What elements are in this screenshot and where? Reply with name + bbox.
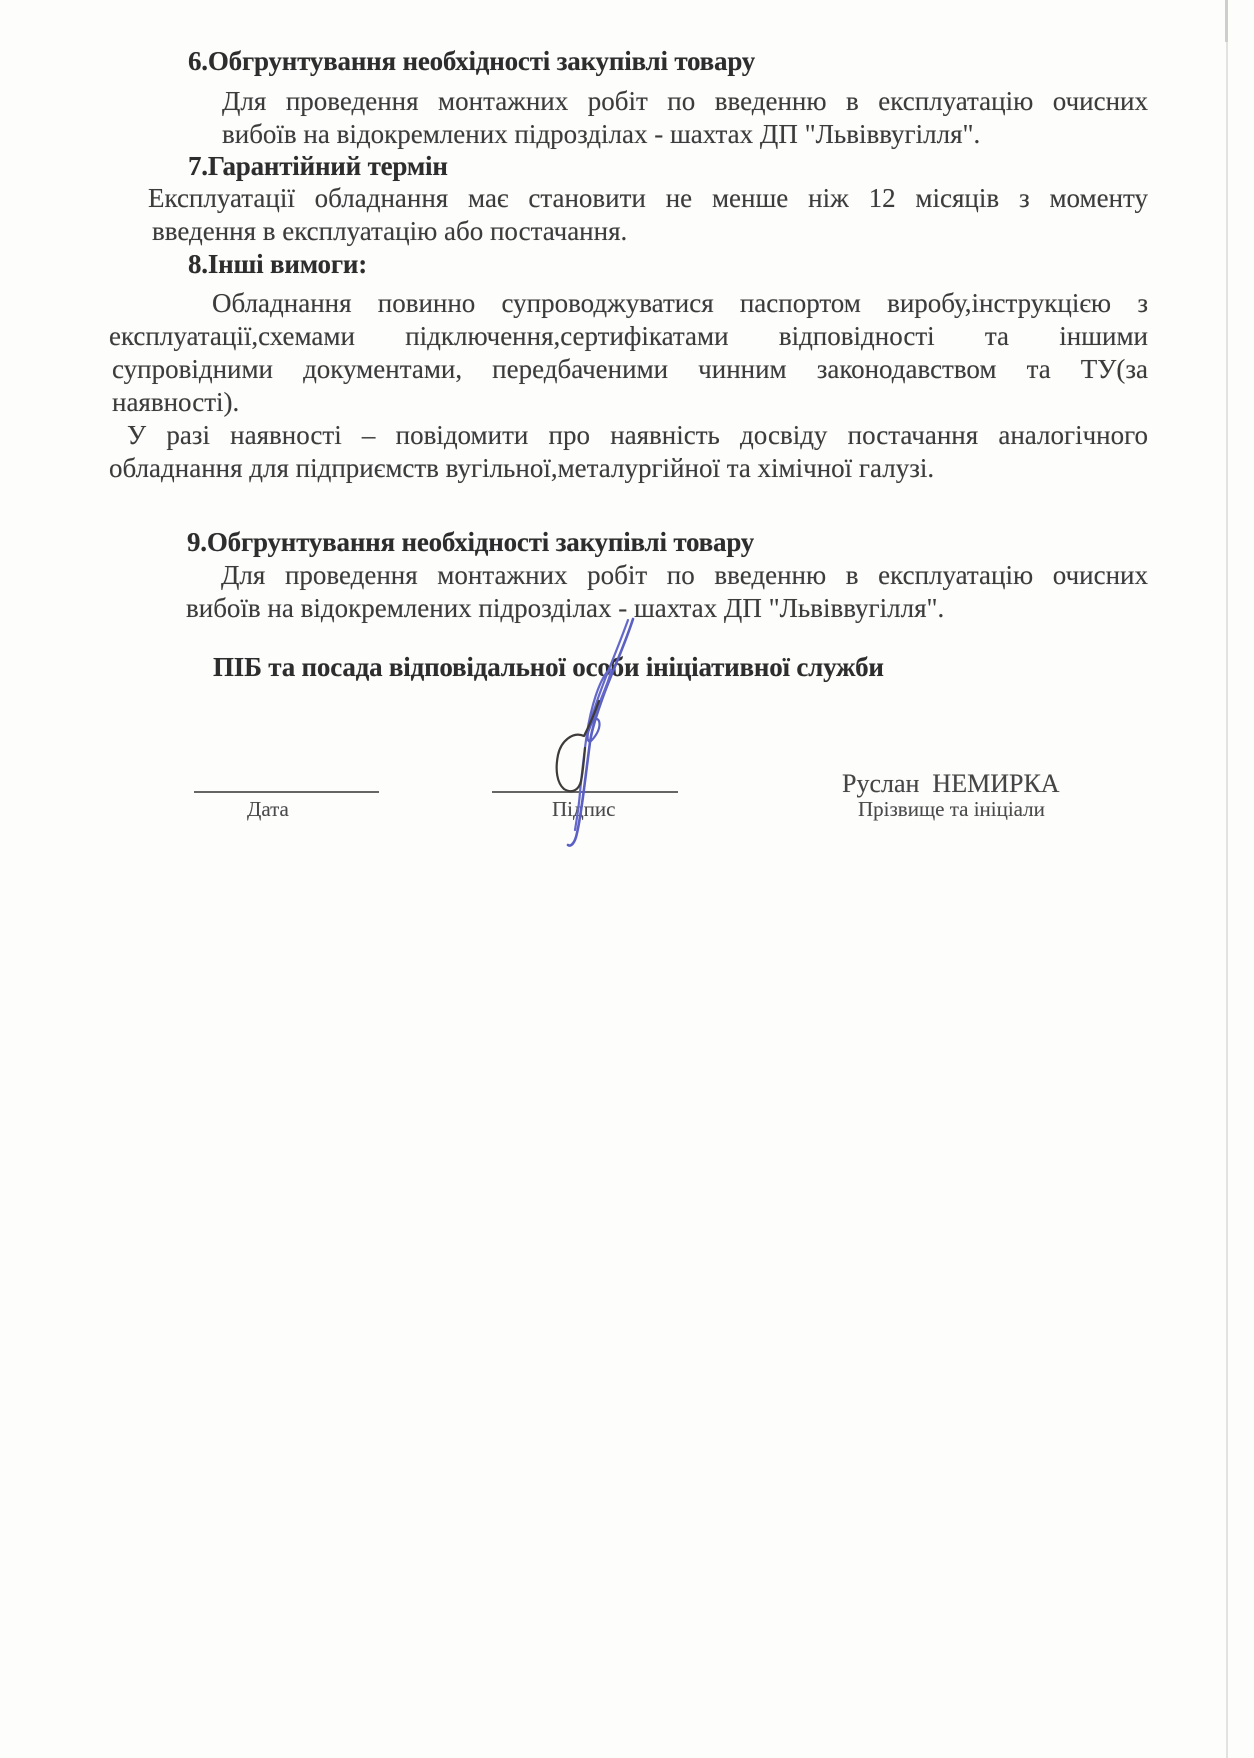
- scan-edge-artifact-top: [1225, 0, 1228, 42]
- section-7-line-1: Експлуатації обладнання має становити не менше ніж 12 місяців з моменту: [148, 183, 1148, 213]
- signature-ink: [545, 598, 655, 858]
- section-9-heading: 9.Обгрунтування необхідності закупівлі товару: [187, 527, 755, 557]
- signature-block-heading: ПІБ та посада відповідальної особи ініціативної служби: [213, 652, 884, 682]
- section-8-line-2: експлуатації,схемами підключення,сертифікатами відповідності та іншими: [109, 321, 1148, 351]
- section-8-line-4: наявності).: [112, 387, 240, 417]
- section-9-line-2: вибоїв на відокремлених підрозділах - шахтах ДП "Львіввугілля".: [186, 593, 945, 623]
- section-8-heading: 8.Інші вимоги:: [188, 249, 368, 279]
- date-label: Дата: [247, 797, 289, 821]
- scan-edge-artifact: [1226, 0, 1228, 1758]
- signature-label: Підпис: [552, 797, 616, 821]
- section-8-note-line-1: У разі наявності – повідомити про наявність досвіду постачання аналогічного: [127, 420, 1148, 450]
- section-9-line-1: Для проведення монтажних робіт по введенню в експлуатацію очисних: [221, 560, 1148, 590]
- section-6-line-2: вибоїв на відокремлених підрозділах - шахтах ДП "Львіввугілля".: [222, 119, 981, 149]
- section-8-note-line-2: обладнання для підприємств вугільної,металургійної та хімічної галузі.: [109, 453, 935, 483]
- section-7-line-2: введення в експлуатацію або постачання.: [152, 216, 628, 246]
- section-6-heading: 6.Обгрунтування необхідності закупівлі товару: [188, 46, 756, 76]
- section-8-line-3: супровідними документами, передбаченими чинним законодавством та ТУ(за: [112, 354, 1148, 384]
- surname-initials-label: Прізвище та ініціали: [858, 797, 1045, 821]
- responsible-person-name: Руслан НЕМИРКА: [842, 769, 1060, 798]
- date-line: [194, 791, 379, 793]
- section-6-line-1: Для проведення монтажних робіт по введенню в експлуатацію очисних: [222, 86, 1148, 116]
- section-7-heading: 7.Гарантійний термін: [188, 151, 448, 181]
- section-8-line-1: Обладнання повинно супроводжуватися паспортом виробу,інструкцією з: [212, 288, 1148, 318]
